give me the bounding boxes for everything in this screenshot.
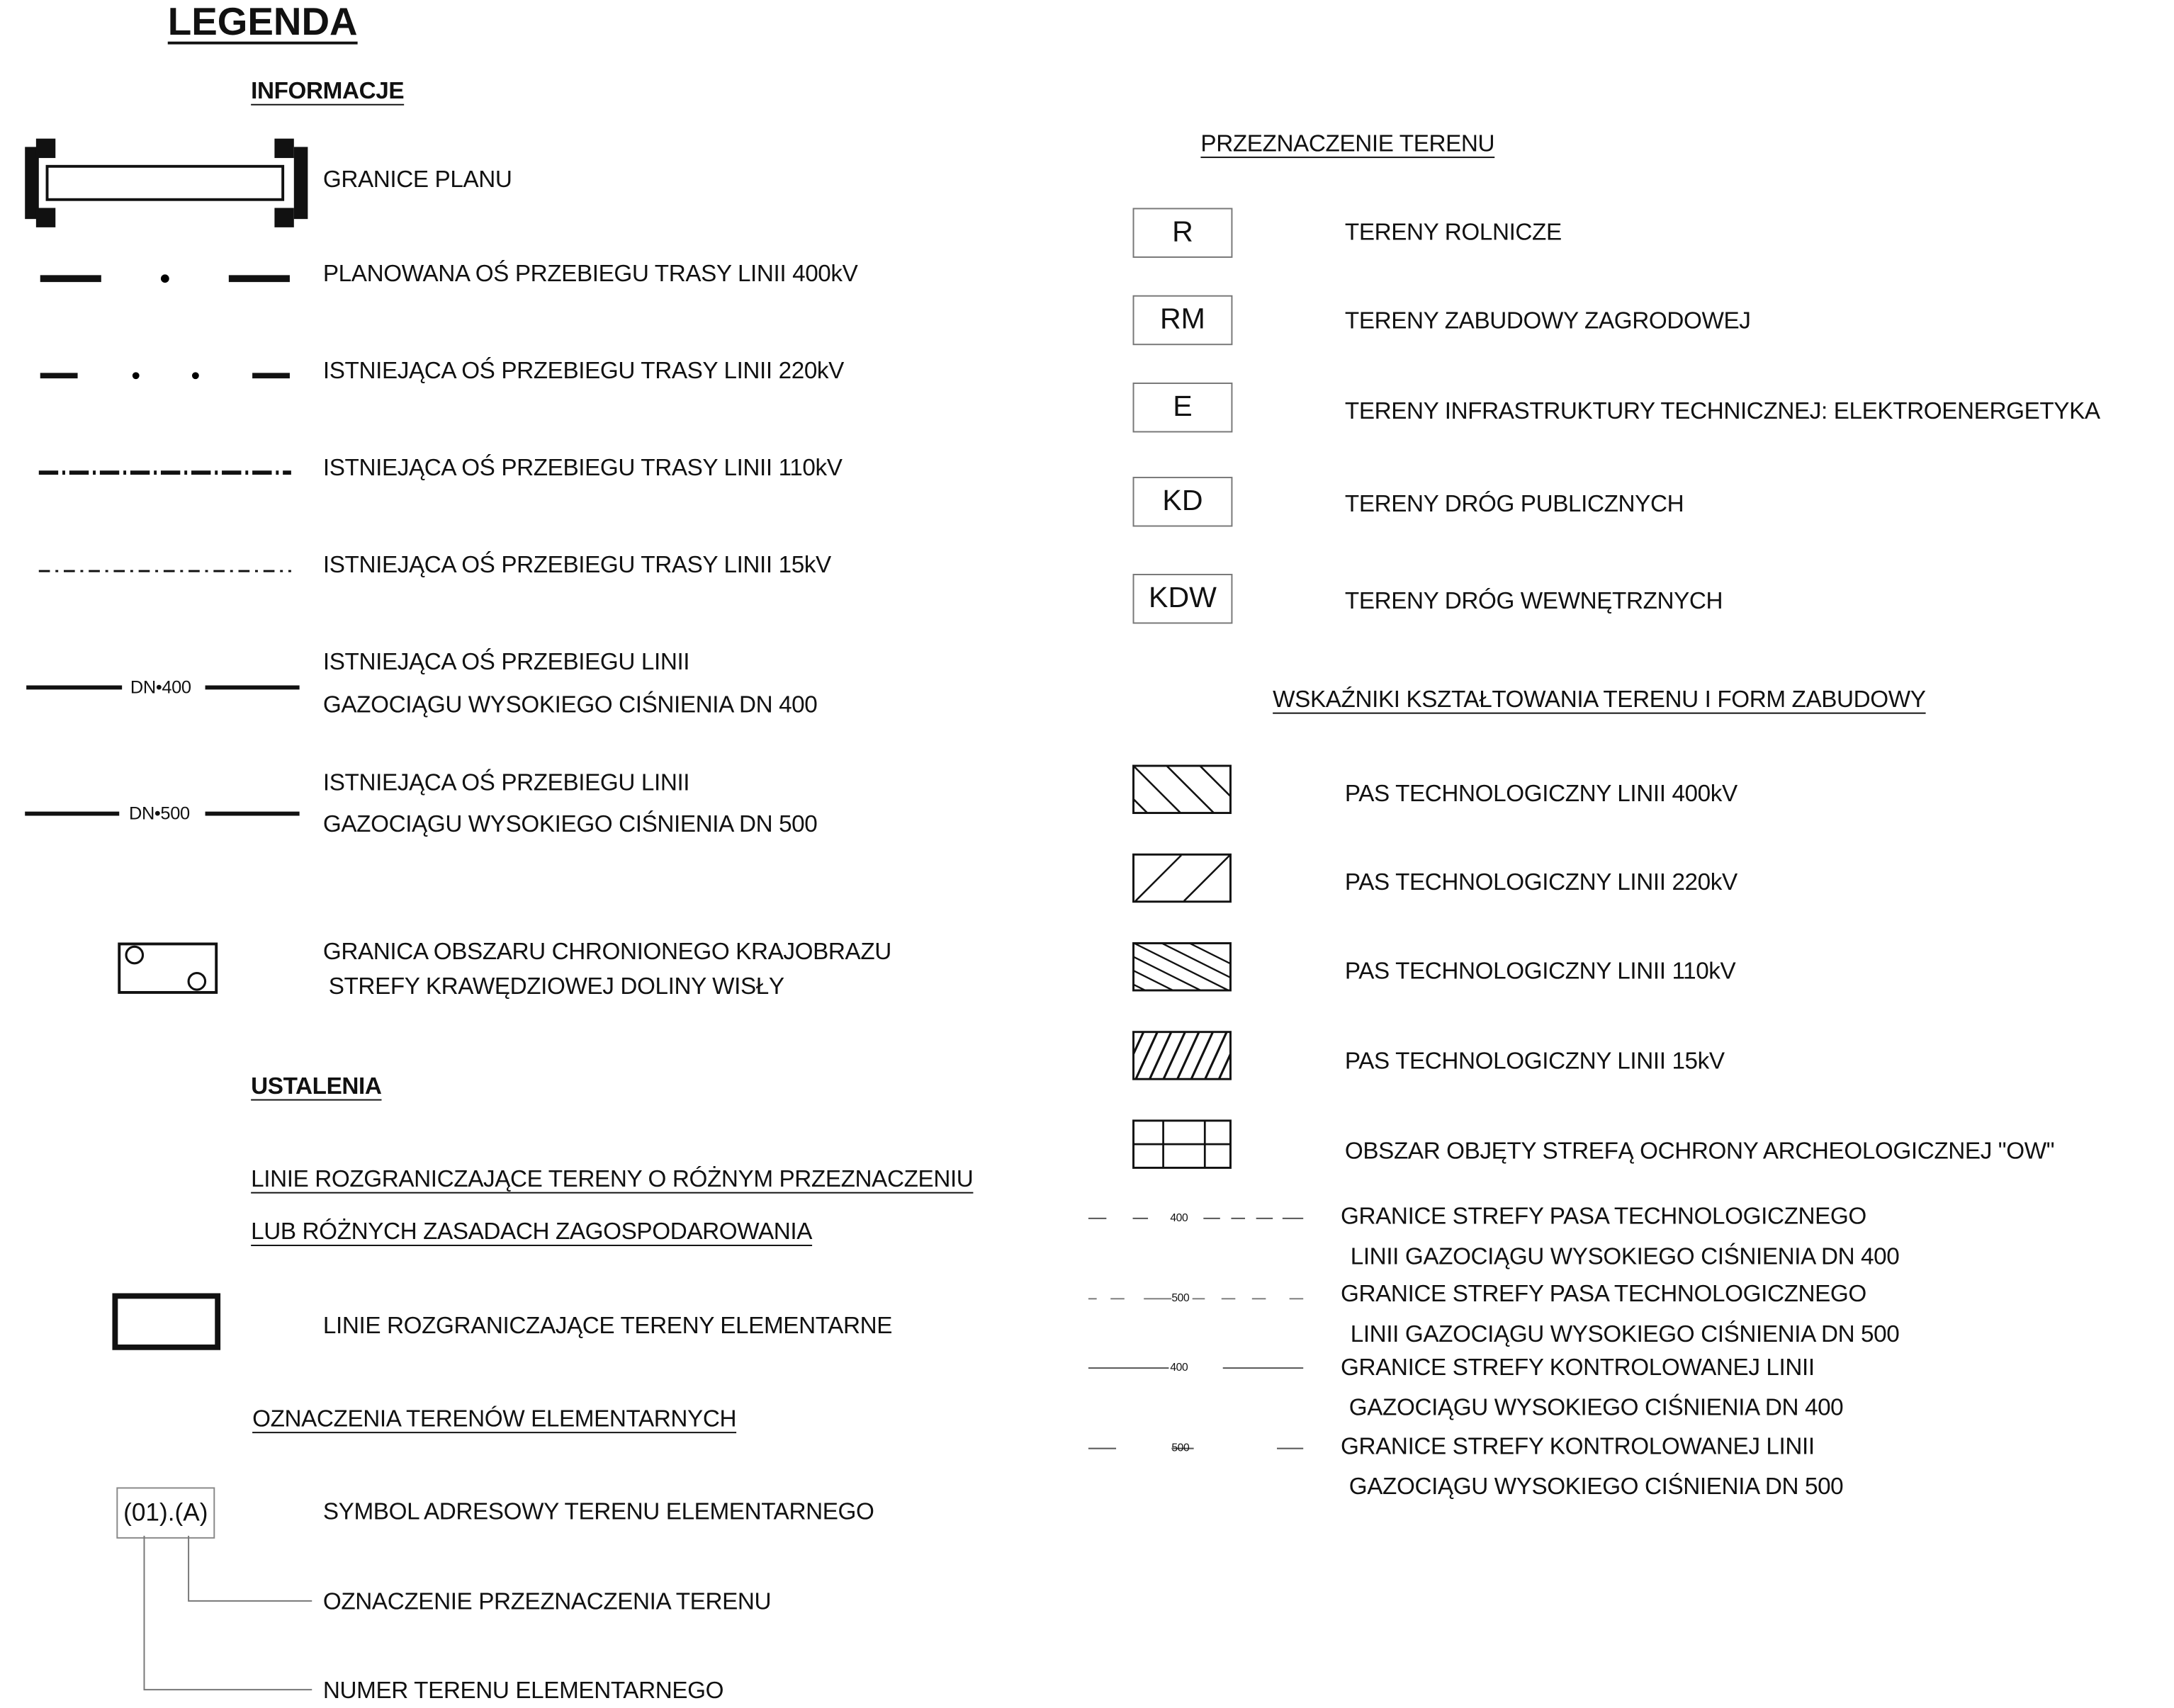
archaeology-zone-icon <box>1133 1120 1233 1170</box>
line-15kv-icon <box>39 568 291 574</box>
hatch-400kv-icon <box>1133 765 1233 815</box>
label-address-symbol: SYMBOL ADRESOWY TERENU ELEMENTARNEGO <box>322 1498 874 1525</box>
label-gas-zone-2-line1: GRANICE STREFY PASA TECHNOLOGICZNEGO <box>1341 1280 1866 1308</box>
label-15kv: ISTNIEJĄCA OŚ PRZEBIEGU TRASY LINII 15kV <box>322 551 831 578</box>
label-gas-zone-1-line1: GRANICE STREFY PASA TECHNOLOGICZNEGO <box>1341 1203 1866 1230</box>
label-pas-220kv: PAS TECHNOLOGICZNY LINII 220kV <box>1344 869 1737 895</box>
code-box-rm: RM <box>1133 295 1233 345</box>
label-400kv: PLANOWANA OŚ PRZEBIEGU TRASY LINII 400kV <box>322 260 858 288</box>
elementary-boundary-icon <box>112 1294 220 1350</box>
gas-dn400-symbol-label: DN•400 <box>130 676 191 698</box>
code-box-e: E <box>1133 383 1233 432</box>
section-informacje: INFORMACJE <box>251 77 405 104</box>
subheading-boundary-lines-1: LINIE ROZGRANICZAJĄCE TERENY O RÓŻNYM PRZEZNACZENIU <box>251 1165 974 1192</box>
address-symbol-leaders <box>139 1536 319 1695</box>
code-box-kd: KD <box>1133 477 1233 526</box>
label-gas-dn500-line2: GAZOCIĄGU WYSOKIEGO CIŚNIENIA DN 500 <box>322 810 818 837</box>
label-gas-zone-4-line1: GRANICE STREFY KONTROLOWANEJ LINII <box>1341 1433 1815 1460</box>
gas-zone-control-400-num: 400 <box>1170 1361 1188 1374</box>
plan-boundary-icon <box>19 139 313 227</box>
code-box-r: R <box>1133 208 1233 257</box>
line-110kv-icon <box>39 468 291 477</box>
label-kdw: TERENY DRÓG WEWNĘTRZNYCH <box>1344 587 1723 614</box>
label-kd: TERENY DRÓG PUBLICZNYCH <box>1344 490 1684 517</box>
address-symbol-box: (01).(A) <box>116 1487 215 1538</box>
section-ustalenia: USTALENIA <box>251 1073 382 1099</box>
label-gas-zone-2-line2: LINII GAZOCIĄGU WYSOKIEGO CIŚNIENIA DN 500 <box>1350 1320 1900 1347</box>
label-220kv: ISTNIEJĄCA OŚ PRZEBIEGU TRASY LINII 220kV <box>322 357 844 384</box>
label-gas-dn400-line2: GAZOCIĄGU WYSOKIEGO CIŚNIENIA DN 400 <box>322 691 818 718</box>
label-granice-planu: GRANICE PLANU <box>322 166 512 193</box>
label-gas-zone-3-line2: GAZOCIĄGU WYSOKIEGO CIŚNIENIA DN 400 <box>1348 1394 1844 1421</box>
line-220kv-icon <box>39 370 291 381</box>
subheading-boundary-lines-2: LUB RÓŻNYCH ZASADACH ZAGOSPODAROWANIA <box>251 1218 813 1245</box>
subheading-elementary-markings: OZNACZENIA TERENÓW ELEMENTARNYCH <box>252 1405 737 1432</box>
label-gas-zone-3-line1: GRANICE STREFY KONTROLOWANEJ LINII <box>1341 1354 1815 1381</box>
gas-zone-control-500-num: 500 <box>1171 1441 1190 1454</box>
code-box-kdw: KDW <box>1133 574 1233 623</box>
label-protected-line1: GRANICA OBSZARU CHRONIONEGO KRAJOBRAZU <box>322 938 891 965</box>
label-archaeology: OBSZAR OBJĘTY STREFĄ OCHRONY ARCHEOLOGICZNEJ "OW" <box>1344 1138 2055 1165</box>
label-110kv: ISTNIEJĄCA OŚ PRZEBIEGU TRASY LINII 110kV <box>322 454 843 481</box>
gas-zone-tech-500-icon <box>1088 1292 1307 1306</box>
label-purpose-marking: OZNACZENIE PRZEZNACZENIA TERENU <box>322 1588 772 1615</box>
label-r: TERENY ROLNICZE <box>1344 219 1562 246</box>
hatch-15kv-icon <box>1133 1031 1233 1081</box>
gas-zone-tech-400-num: 400 <box>1170 1211 1188 1224</box>
gas-zone-tech-500-num: 500 <box>1171 1291 1190 1305</box>
label-e: TERENY INFRASTRUKTURY TECHNICZNEJ: ELEKTROENERGETYKA <box>1344 397 2100 424</box>
label-gas-dn400-line1: ISTNIEJĄCA OŚ PRZEBIEGU LINII <box>322 648 690 675</box>
label-pas-110kv: PAS TECHNOLOGICZNY LINII 110kV <box>1344 958 1736 985</box>
label-pas-15kv: PAS TECHNOLOGICZNY LINII 15kV <box>1344 1048 1725 1075</box>
label-pas-400kv: PAS TECHNOLOGICZNY LINII 400kV <box>1344 780 1737 807</box>
hatch-220kv-icon <box>1133 854 1233 903</box>
label-elementary-lines: LINIE ROZGRANICZAJĄCE TERENY ELEMENTARNE <box>322 1312 893 1340</box>
gas-zone-tech-400-icon <box>1088 1211 1307 1226</box>
line-400kv-planned-icon <box>39 271 291 285</box>
legend-title: LEGENDA <box>167 0 358 43</box>
gas-zone-control-500-icon <box>1088 1442 1307 1456</box>
label-rm: TERENY ZABUDOWY ZAGRODOWEJ <box>1344 307 1751 334</box>
label-protected-line2: STREFY KRAWĘDZIOWEJ DOLINY WISŁY <box>328 973 784 1000</box>
section-przeznaczenie: PRZEZNACZENIE TERENU <box>1200 130 1495 157</box>
label-gas-dn500-line1: ISTNIEJĄCA OŚ PRZEBIEGU LINII <box>322 769 690 796</box>
label-gas-zone-1-line2: LINII GAZOCIĄGU WYSOKIEGO CIŚNIENIA DN 400 <box>1350 1243 1900 1270</box>
hatch-110kv-icon <box>1133 942 1233 992</box>
gas-dn500-symbol-label: DN•500 <box>128 802 190 824</box>
gas-zone-control-400-icon <box>1088 1361 1307 1375</box>
label-gas-zone-4-line2: GAZOCIĄGU WYSOKIEGO CIŚNIENIA DN 500 <box>1348 1473 1844 1500</box>
label-elementary-number: NUMER TERENU ELEMENTARNEGO <box>322 1677 724 1704</box>
protected-landscape-icon <box>118 942 220 995</box>
section-wskazniki: WSKAŹNIKI KSZTAŁTOWANIA TERENU I FORM ZABUDOWY <box>1273 686 1926 713</box>
